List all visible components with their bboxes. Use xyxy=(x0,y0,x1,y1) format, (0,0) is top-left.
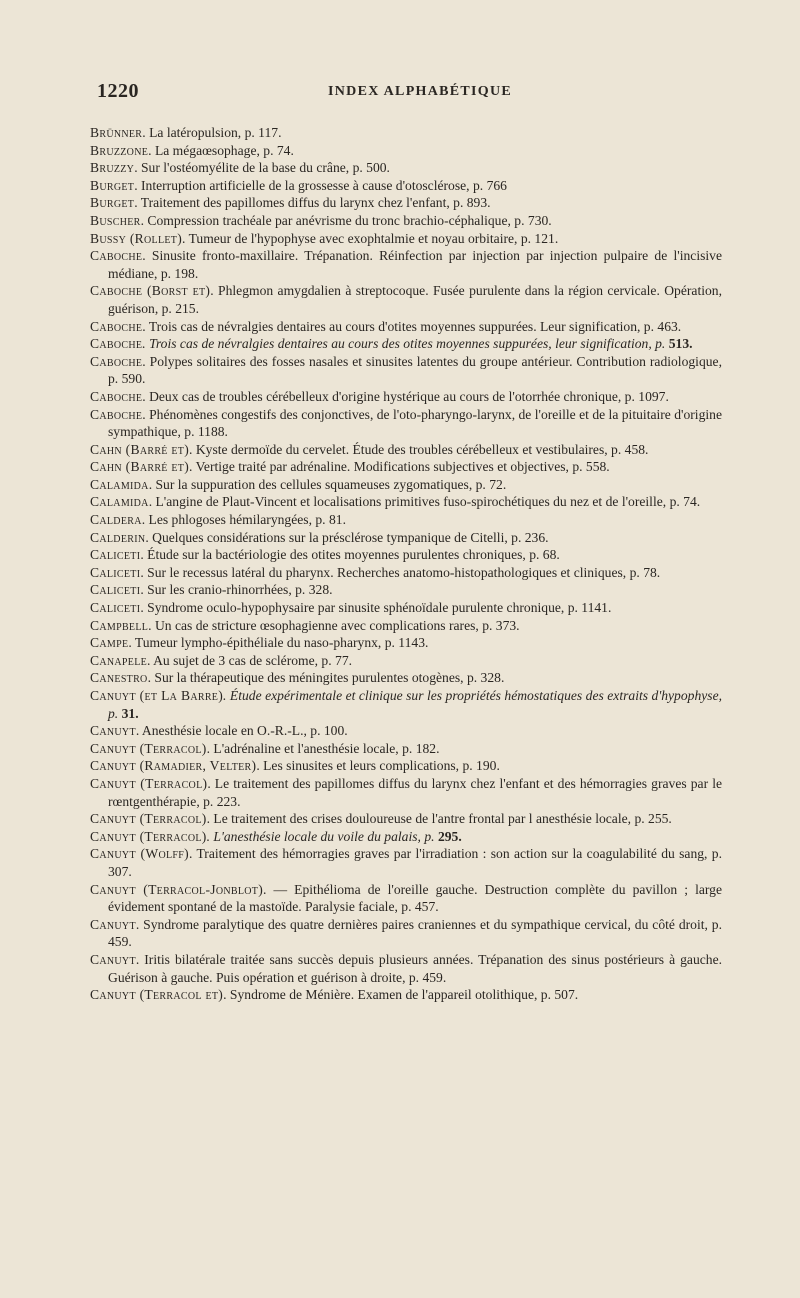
entry-text: . Un cas de stricture œsophagienne avec complications rares, p. 373. xyxy=(148,617,520,633)
entry-author: Canapele xyxy=(90,652,148,668)
entry-coauthor: (Terracol et) xyxy=(135,987,224,1003)
entry-author: Calderin xyxy=(90,529,146,545)
index-entry xyxy=(90,194,722,212)
index-entry xyxy=(90,441,722,459)
entry-author: Campe xyxy=(90,635,129,651)
entry-text: . Anesthésie locale en O.-R.-L., p. 100. xyxy=(135,723,348,739)
entry-text: . Vertige traité par adrénaline. Modifications subjectives et objectives, p. 558. xyxy=(189,459,610,475)
entry-text: . Interruption artificielle de la grossesse à cause d'otosclérose, p. 766 xyxy=(134,177,507,193)
entry-text: . Tumeur de l'hypophyse avec exophtalmie et noyau orbitaire, p. 121. xyxy=(182,230,559,246)
entry-coauthor: (Barré et) xyxy=(121,441,190,457)
index-entry xyxy=(90,687,722,722)
entry-text: . Trois cas de névralgies dentaires au cours des otites moyennes suppurées, leur signification, p. xyxy=(142,336,666,352)
entry-coauthor: (Wolff) xyxy=(135,846,189,862)
entry-text: . Le traitement des crises douloureuse de l'antre frontal par l anesthésie locale, p. 255. xyxy=(206,811,672,827)
index-entry xyxy=(90,581,722,599)
entry-author: Canuyt xyxy=(90,828,136,844)
index-entry xyxy=(90,458,722,476)
index-entry xyxy=(90,634,722,652)
running-title: INDEX ALPHABÉTIQUE xyxy=(328,84,513,99)
entry-author: Canuyt xyxy=(90,758,136,774)
entry-text: . Traitement des hémorragies graves par l'irradiation : son action sur la coagulabilité du sang, p. 307. xyxy=(108,846,722,879)
index-entry xyxy=(90,511,722,529)
entry-text: . Sur les cranio-rhinorrhées, p. 328. xyxy=(140,582,333,598)
entry-coauthor: (Borst et) xyxy=(142,283,211,299)
entry-text: . L'adrénaline et l'anesthésie locale, p. 182. xyxy=(206,740,440,756)
index-entry xyxy=(90,247,722,282)
entry-author: Canuyt xyxy=(90,775,136,791)
entry-text: . Compression trachéale par anévrisme du tronc brachio-céphalique, p. 730. xyxy=(140,212,552,228)
entry-text: . Quelques considérations sur la présclérose tympanique de Citelli, p. 236. xyxy=(145,529,549,545)
entry-author: Caldera xyxy=(90,512,142,528)
entry-author: Caboche xyxy=(90,336,143,352)
index-entry xyxy=(90,564,722,582)
index-entry xyxy=(90,757,722,775)
entry-author: Canestro xyxy=(90,670,148,686)
index-entry xyxy=(90,230,722,248)
index-entry xyxy=(90,282,722,317)
entry-author: Canuyt xyxy=(90,740,136,756)
index-entry xyxy=(90,740,722,758)
index-entry xyxy=(90,177,722,195)
entry-text: . Phénomènes congestifs des conjonctives, de l'oto-pharyngo-larynx, de l'oreille et de la pituitaire d'origine sympathique, p. 1188. xyxy=(108,406,722,440)
entry-text: . Étude expérimentale et clinique sur les propriétés hémostatiques des extraits d'hypophyse, p. xyxy=(108,688,722,721)
entry-text: . Étude sur la bactériologie des otites moyennes purulentes chroniques, p. 68. xyxy=(140,547,560,563)
entry-author: Caboche xyxy=(90,388,143,404)
entry-author: Canuyt xyxy=(90,881,136,897)
index-entry xyxy=(90,159,722,177)
entry-text: . Les sinusites et leurs complications, p. 190. xyxy=(256,758,500,774)
index-entry xyxy=(90,810,722,828)
index-entries xyxy=(90,124,722,1004)
entry-author: Canuyt xyxy=(90,811,136,827)
entry-text: . La latéropulsion, p. 117. xyxy=(142,125,282,140)
entry-text: . Trois cas de névralgies dentaires au cours d'otites moyennes suppurées. Leur signification, p. 463. xyxy=(142,318,682,334)
index-entry xyxy=(90,986,722,1004)
entry-author: Burget xyxy=(90,195,135,211)
index-entry xyxy=(90,951,722,986)
entry-text: . Au sujet de 3 cas de sclérome, p. 77. xyxy=(147,652,353,668)
entry-author: Caliceti xyxy=(90,582,141,598)
entry-author: Caliceti xyxy=(90,564,141,580)
entry-text: . L'anesthésie locale du voile du palais, p. xyxy=(206,828,435,844)
entry-coauthor: (Barré et) xyxy=(121,459,190,475)
entry-author: Burget xyxy=(90,177,135,193)
index-entry xyxy=(90,406,722,441)
index-entry xyxy=(90,142,722,160)
entry-coauthor: (Terracol) xyxy=(135,775,208,791)
index-entry xyxy=(90,318,722,336)
entry-author: Campbell xyxy=(90,617,149,633)
entry-text: . Polypes solitaires des fosses nasales et sinusites latentes du groupe antérieur. Contribution radiologique, p. 590. xyxy=(108,353,722,387)
entry-author: Caboche xyxy=(90,406,143,422)
entry-text: . Les phlogoses hémilaryngées, p. 81. xyxy=(141,512,346,528)
entry-text: . Kyste dermoïde du cervelet. Étude des troubles cérébelleux et vestibulaires, p. 458. xyxy=(189,441,649,457)
entry-coauthor: (Terracol) xyxy=(135,828,207,844)
entry-author: Caliceti xyxy=(90,547,141,563)
entry-author: Calamida xyxy=(90,476,149,492)
entry-text: . Tumeur lympho-épithéliale du naso-pharynx, p. 1143. xyxy=(128,635,429,651)
entry-author: Bruzzy xyxy=(90,160,135,176)
entry-author: Canuyt xyxy=(90,688,136,703)
index-entry xyxy=(90,388,722,406)
entry-text: . Iritis bilatérale traitée sans succès depuis plusieurs années. Trépanation des sinus postérieurs à gauche. Guérison à gauche. Puis opération et guérison à droite, p. 459. xyxy=(108,951,722,985)
index-entry xyxy=(90,845,722,880)
entry-text: . Phlegmon amygdalien à streptocoque. Fusée purulente dans la région cervicale. Opération, guérison, p. 215. xyxy=(108,283,722,316)
entry-coauthor: (Rollet) xyxy=(126,230,183,246)
entry-text: . Syndrome oculo-hypophysaire par sinusite sphénoïdale purulente chronique, p. 1141. xyxy=(140,600,612,616)
entry-text: . L'angine de Plaut-Vincent et localisations primitives fuso-spirochétiques du nez et de l'oreille, p. 74. xyxy=(148,494,701,510)
entry-author: Caliceti xyxy=(90,600,141,616)
entry-coauthor: (Ramadier, Velter) xyxy=(135,758,257,774)
entry-text: . Le traitement des papillomes diffus du larynx chez l'enfant et des hémorragies graves par le rœntgenthérapie, p. 223. xyxy=(108,775,723,809)
entry-author: Buscher xyxy=(90,212,141,228)
entry-text: . Sur le recessus latéral du pharynx. Recherches anatomo-histopathologiques et cliniques, p. 78. xyxy=(140,564,661,580)
entry-coauthor: (Terracol) xyxy=(135,740,207,756)
entry-text: . — Epithélioma de l'oreille gauche. Destruction complète du pavillon ; large évidement spontané de la mastoïde. Paralysie faciale, p. 457. xyxy=(108,881,722,915)
page-number: 1220 xyxy=(97,80,139,102)
index-entry xyxy=(90,124,722,142)
index-entry xyxy=(90,529,722,547)
entry-author: Bussy xyxy=(90,230,127,246)
entry-text: . Syndrome paralytique des quatre dernières paires craniennes et du sympathique cervical, du côté droit, p. 459. xyxy=(108,916,722,950)
entry-author: Calamida xyxy=(90,494,149,510)
entry-author: Caboche xyxy=(90,353,143,369)
entry-text: . Sur la suppuration des cellules squameuses zygomatiques, p. 72. xyxy=(148,476,507,492)
entry-author: Canuyt xyxy=(90,846,136,862)
index-entry xyxy=(90,669,722,687)
index-entry xyxy=(90,353,722,388)
entry-author: Canuyt xyxy=(90,723,136,739)
entry-author: Canuyt xyxy=(90,916,136,932)
index-entry xyxy=(90,476,722,494)
entry-author: Canuyt xyxy=(90,987,136,1003)
entry-text: . Syndrome de Ménière. Examen de l'appareil otolithique, p. 507. xyxy=(223,987,579,1003)
entry-text: . Sinusite fronto-maxillaire. Trépanation. Réinfection par injection par injection pulpaire de l'incisive médiane, p. 198. xyxy=(108,248,722,281)
entry-author: Brünner xyxy=(90,125,143,140)
entry-author: Caboche xyxy=(90,318,143,334)
entry-text: . Sur l'ostéomyélite de la base du crâne, p. 500. xyxy=(134,160,390,176)
index-entry xyxy=(90,212,722,230)
index-entry xyxy=(90,828,722,846)
index-entry xyxy=(90,335,722,353)
index-entry xyxy=(90,652,722,670)
entry-coauthor: (Terracol-Jonblot) xyxy=(135,881,264,897)
entry-coauthor: (et La Barre) xyxy=(135,688,224,703)
entry-page-ref: 513. xyxy=(668,336,693,352)
index-entry xyxy=(90,546,722,564)
index-entry xyxy=(90,775,722,810)
entry-text: . Deux cas de troubles cérébelleux d'origine hystérique au cours de l'otorrhée chronique, p. 1097. xyxy=(142,388,669,404)
entry-text: . Traitement des papillomes diffus du larynx chez l'enfant, p. 893. xyxy=(134,195,491,211)
entry-author: Cahn xyxy=(90,441,122,457)
entry-page-ref: 295. xyxy=(437,828,462,844)
entry-page-ref: 31. xyxy=(121,705,139,721)
entry-coauthor: (Terracol) xyxy=(135,811,207,827)
entry-author: Cahn xyxy=(90,459,122,475)
entry-text: . Sur la thérapeutique des méningites purulentes otogènes, p. 328. xyxy=(147,670,505,686)
entry-text: . La mégaœsophage, p. 74. xyxy=(148,142,294,158)
index-entry xyxy=(90,916,722,951)
index-entry xyxy=(90,722,722,740)
index-entry xyxy=(90,881,722,916)
entry-author: Caboche xyxy=(90,283,143,299)
index-entry xyxy=(90,493,722,511)
index-entry xyxy=(90,599,722,617)
entry-author: Bruzzone xyxy=(90,142,149,158)
entry-author: Caboche xyxy=(90,248,143,264)
index-entry xyxy=(90,617,722,635)
entry-author: Canuyt xyxy=(90,951,136,967)
